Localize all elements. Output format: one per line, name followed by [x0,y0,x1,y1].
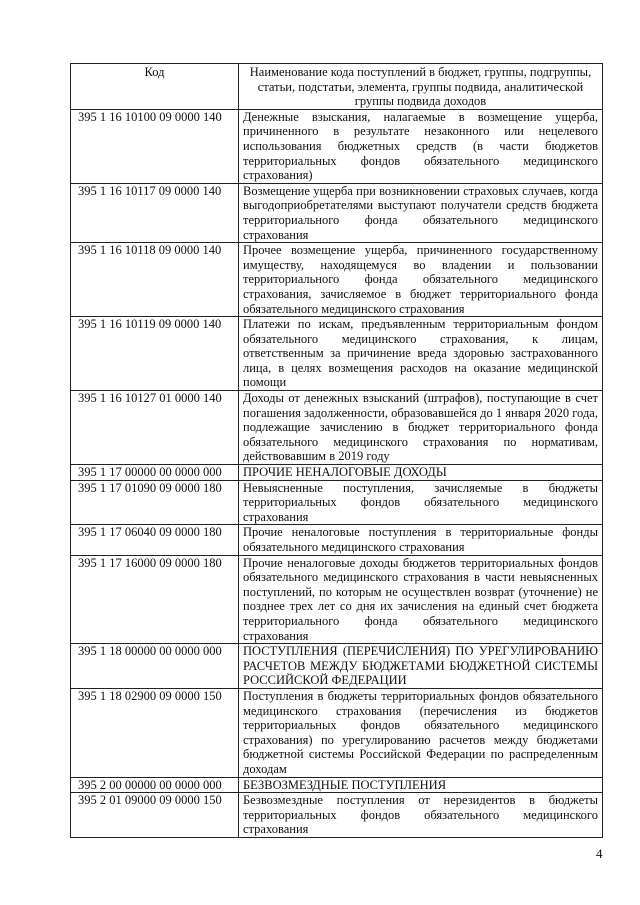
revenue-code-cell: 395 1 17 00000 00 0000 000 [71,465,239,481]
column-header-code: Код [71,64,239,110]
revenue-code-cell: 395 1 16 10119 09 0000 140 [71,317,239,391]
revenue-name-cell: ПРОЧИЕ НЕНАЛОГОВЫЕ ДОХОДЫ [239,465,603,481]
revenue-name-cell: Невыясненные поступления, зачисляемые в бюджеты территориальных фондов обязательного медицинского страхования [239,480,603,525]
revenue-name-cell: Доходы от денежных взысканий (штрафов), поступающие в счет погашения задолженности, образовавшейся до 1 января 2020 года, подлежащие зачислению в бюджет территориального фонда обязательного медицинского страхования по нормативам, действовавшим в 2019 году [239,391,603,465]
table-row [71,465,603,481]
table-row [71,525,603,555]
revenue-name-cell: Прочие неналоговые доходы бюджетов территориальных фондов обязательного медицинского страхования в части невыясненных поступлений, по которым не осуществлен возврат (уточнение) не позднее трех лет со дня их зачисления на единый счет бюджета территориального фонда обязательного медицинского страхования [239,555,603,644]
table-body [71,109,603,837]
revenue-code-cell: 395 1 16 10118 09 0000 140 [71,243,239,317]
revenue-name-cell: Поступления в бюджеты территориальных фондов обязательного медицинского страхования (перечисления из бюджетов территориальных фондов обязательного медицинского страхования) по урегулированию расчетов между бюджетами бюджетной системы Российской Федерации по распределенным доходам [239,688,603,777]
revenue-name-cell: БЕЗВОЗМЕЗДНЫЕ ПОСТУПЛЕНИЯ [239,777,603,793]
table-row [71,480,603,525]
revenue-code-cell: 395 2 01 09000 09 0000 150 [71,793,239,838]
revenue-code-cell: 395 1 17 06040 09 0000 180 [71,525,239,555]
table-row [71,391,603,465]
table-row [71,317,603,391]
revenue-name-cell: Возмещение ущерба при возникновении страховых случаев, когда выгодоприобретателями выступают получатели средств бюджета территориального фонда обязательного медицинского страхования [239,183,603,242]
table-row [71,243,603,317]
revenue-code-cell: 395 1 16 10127 01 0000 140 [71,391,239,465]
revenue-name-cell: Безвозмездные поступления от нерезидентов в бюджеты территориальных фондов обязательного медицинского страхования [239,793,603,838]
revenue-code-cell: 395 1 18 02900 09 0000 150 [71,688,239,777]
revenue-code-cell: 395 1 17 16000 09 0000 180 [71,555,239,644]
table-header-row [71,64,603,110]
page-number: 4 [596,846,603,861]
table-row [71,555,603,644]
table-row [71,644,603,689]
document-page [70,63,602,838]
revenue-name-cell: Денежные взыскания, налагаемые в возмещение ущерба, причиненного в результате незаконного или нецелевого использования бюджетных средств (в части бюджетов территориальных фондов обязательного медицинского страхования) [239,109,603,183]
revenue-code-cell: 395 1 16 10117 09 0000 140 [71,183,239,242]
revenue-name-cell: ПОСТУПЛЕНИЯ (ПЕРЕЧИСЛЕНИЯ) ПО УРЕГУЛИРОВАНИЮ РАСЧЕТОВ МЕЖДУ БЮДЖЕТАМИ БЮДЖЕТНОЙ СИСТЕМЫ РОССИЙСКОЙ ФЕДЕРАЦИИ [239,644,603,689]
revenue-code-cell: 395 2 00 00000 00 0000 000 [71,777,239,793]
table-row [71,183,603,242]
revenue-code-cell: 395 1 18 00000 00 0000 000 [71,644,239,689]
revenue-code-cell: 395 1 16 10100 09 0000 140 [71,109,239,183]
table-row [71,688,603,777]
column-header-name: Наименование кода поступлений в бюджет, группы, подгруппы, статьи, подстатьи, элемента, группы подвида, аналитической группы подвида доходов [239,64,603,110]
table-row [71,777,603,793]
revenue-code-cell: 395 1 17 01090 09 0000 180 [71,480,239,525]
revenue-name-cell: Прочее возмещение ущерба, причиненного государственному имуществу, находящемуся во владении и пользовании территориального фонда обязательного медицинского страхования, зачисляемое в бюджет территориального фонда обязательного медицинского страхования [239,243,603,317]
revenue-codes-table [70,63,603,838]
revenue-name-cell: Платежи по искам, предъявленным территориальным фондом обязательного медицинского страхования, к лицам, ответственным за причинение вреда здоровью застрахованного лица, в целях возмещения расходов на оказание медицинской помощи [239,317,603,391]
table-row [71,109,603,183]
revenue-name-cell: Прочие неналоговые поступления в территориальные фонды обязательного медицинского страхования [239,525,603,555]
table-row [71,793,603,838]
